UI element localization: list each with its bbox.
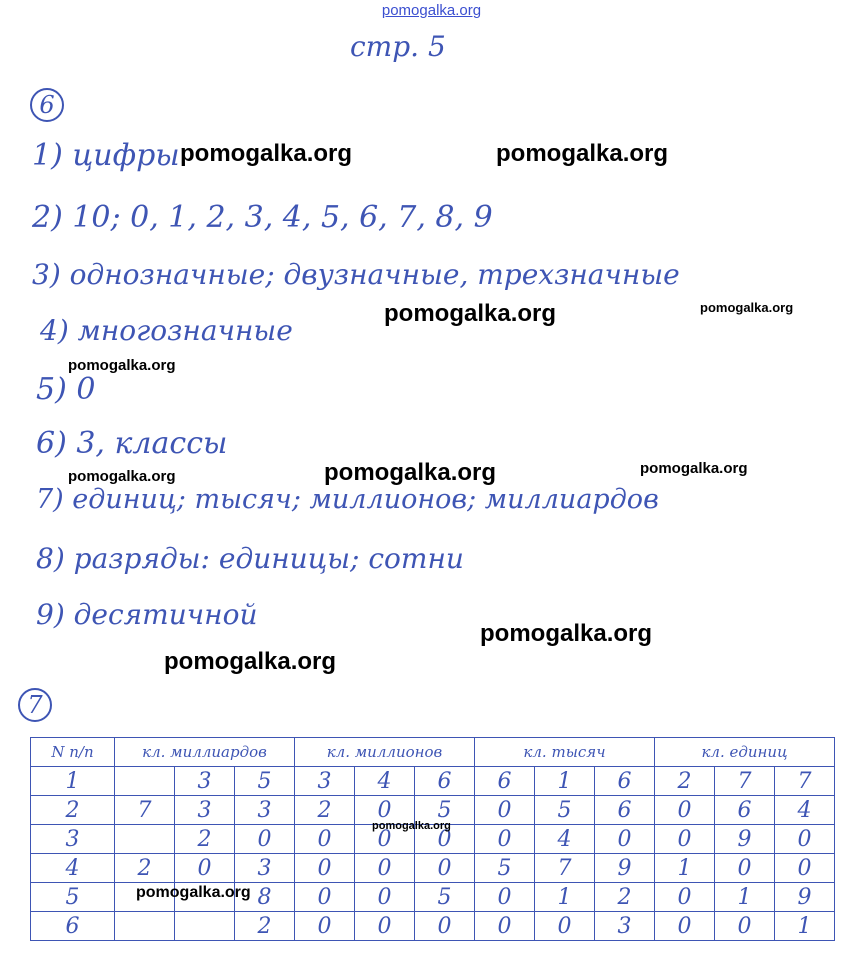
task-7-number: 7 bbox=[18, 688, 52, 722]
answer-line-4: 4) многозначные bbox=[40, 314, 293, 347]
table-cell: 1 bbox=[535, 767, 595, 796]
table-cell: 3 bbox=[235, 796, 295, 825]
table-cell: 0 bbox=[415, 854, 475, 883]
table-cell: 0 bbox=[295, 854, 355, 883]
table-cell: 0 bbox=[535, 912, 595, 941]
table-header-cell: кл. миллиардов bbox=[115, 738, 295, 767]
table-cell: 0 bbox=[595, 825, 655, 854]
table-cell: 0 bbox=[655, 796, 715, 825]
table-cell: 2 bbox=[115, 854, 175, 883]
table-cell: 2 bbox=[31, 796, 115, 825]
table-cell: 9 bbox=[595, 854, 655, 883]
table-cell: 6 bbox=[415, 767, 475, 796]
table-cell: 2 bbox=[175, 825, 235, 854]
table-cell: 6 bbox=[595, 796, 655, 825]
table-cell: 4 bbox=[355, 767, 415, 796]
table-cell: 0 bbox=[235, 825, 295, 854]
table-cell: 5 bbox=[235, 767, 295, 796]
table-row bbox=[31, 912, 835, 941]
table-cell: 0 bbox=[415, 825, 475, 854]
table-cell: 6 bbox=[595, 767, 655, 796]
table-cell: 0 bbox=[355, 796, 415, 825]
table-cell: 5 bbox=[415, 796, 475, 825]
table-cell: 3 bbox=[235, 854, 295, 883]
table-cell: 7 bbox=[775, 767, 835, 796]
table-cell: 0 bbox=[715, 854, 775, 883]
answer-line-1: 1) цифры bbox=[32, 138, 180, 173]
watermark: pomogalka.org bbox=[68, 357, 176, 374]
table-cell: 7 bbox=[115, 796, 175, 825]
table-cell: 0 bbox=[655, 912, 715, 941]
answer-line-8: 8) разряды: единицы; сотни bbox=[36, 542, 464, 575]
table-cell: 0 bbox=[415, 912, 475, 941]
watermark: pomogalka.org bbox=[68, 468, 176, 485]
table-cell: 1 bbox=[715, 883, 775, 912]
watermark: pomogalka.org bbox=[324, 459, 497, 486]
watermark: pomogalka.org bbox=[640, 460, 748, 477]
table-cell: 3 bbox=[175, 796, 235, 825]
answer-line-3: 3) однозначные; двузначные, трехзначные bbox=[32, 258, 680, 291]
table-cell: 0 bbox=[655, 825, 715, 854]
table-cell: 0 bbox=[475, 796, 535, 825]
table-cell: 0 bbox=[475, 825, 535, 854]
table-cell: 2 bbox=[655, 767, 715, 796]
numbers-table bbox=[30, 737, 835, 941]
table-cell: 8 bbox=[235, 883, 295, 912]
watermark: pomogalka.org bbox=[496, 140, 669, 167]
answer-line-6: 6) 3, классы bbox=[36, 426, 228, 461]
table-cell: 1 bbox=[535, 883, 595, 912]
table-cell: 0 bbox=[715, 912, 775, 941]
table-row bbox=[31, 854, 835, 883]
table-cell: 0 bbox=[295, 825, 355, 854]
table-cell: 7 bbox=[535, 854, 595, 883]
table-cell: 0 bbox=[655, 883, 715, 912]
table-cell: 0 bbox=[355, 825, 415, 854]
watermark: pomogalka.org bbox=[164, 648, 337, 675]
table-cell: 2 bbox=[295, 796, 355, 825]
table-cell: 3 bbox=[295, 767, 355, 796]
table-cell: 9 bbox=[715, 825, 775, 854]
table-cell: 0 bbox=[475, 912, 535, 941]
task-6-number: 6 bbox=[30, 88, 64, 122]
page-number: стр. 5 bbox=[350, 30, 446, 63]
watermark: pomogalka.org bbox=[384, 300, 557, 327]
table-cell: 0 bbox=[475, 883, 535, 912]
table-header-row bbox=[31, 738, 835, 767]
site-watermark-top[interactable]: pomogalka.org bbox=[381, 2, 482, 19]
table-cell: 4 bbox=[535, 825, 595, 854]
table-cell: 2 bbox=[235, 912, 295, 941]
answer-line-7: 7) единиц; тысяч; миллионов; миллиардов bbox=[36, 484, 659, 515]
answer-line-5: 5) 0 bbox=[36, 372, 96, 407]
answer-line-2: 2) 10; 0, 1, 2, 3, 4, 5, 6, 7, 8, 9 bbox=[32, 200, 493, 235]
watermark: pomogalka.org bbox=[180, 140, 353, 167]
watermark: pomogalka.org bbox=[372, 820, 451, 832]
table-cell: 5 bbox=[475, 854, 535, 883]
table-cell bbox=[115, 767, 175, 796]
table-cell bbox=[115, 825, 175, 854]
table-cell: 6 bbox=[475, 767, 535, 796]
table-cell: 4 bbox=[775, 796, 835, 825]
table-cell: 3 bbox=[175, 767, 235, 796]
table-cell bbox=[175, 912, 235, 941]
table-cell: 0 bbox=[775, 825, 835, 854]
table-cell: 3 bbox=[31, 825, 115, 854]
table-header-cell: кл. тысяч bbox=[475, 738, 655, 767]
table-cell: 5 bbox=[31, 883, 115, 912]
table-cell: 5 bbox=[415, 883, 475, 912]
table-cell: 0 bbox=[775, 854, 835, 883]
table-row bbox=[31, 767, 835, 796]
table-cell: 7 bbox=[715, 767, 775, 796]
table-cell: 6 bbox=[31, 912, 115, 941]
watermark: pomogalka.org bbox=[480, 620, 653, 647]
table-cell: 0 bbox=[295, 883, 355, 912]
watermark: pomogalka.org bbox=[700, 300, 794, 315]
table-cell bbox=[115, 912, 175, 941]
table-cell: 3 bbox=[595, 912, 655, 941]
watermark: pomogalka.org bbox=[136, 884, 251, 901]
table-cell: 9 bbox=[775, 883, 835, 912]
table-cell: 1 bbox=[655, 854, 715, 883]
table-cell: 6 bbox=[715, 796, 775, 825]
table-cell: 0 bbox=[355, 912, 415, 941]
table-cell: 1 bbox=[775, 912, 835, 941]
table-cell: 0 bbox=[355, 854, 415, 883]
answer-line-9: 9) десятичной bbox=[36, 598, 258, 631]
table-cell: 0 bbox=[175, 854, 235, 883]
table-header-cell: кл. единиц bbox=[655, 738, 835, 767]
table-cell: 5 bbox=[535, 796, 595, 825]
table-header-cell: кл. миллионов bbox=[295, 738, 475, 767]
table-header-cell: N п/п bbox=[31, 738, 115, 767]
table-cell: 1 bbox=[31, 767, 115, 796]
table-cell: 0 bbox=[355, 883, 415, 912]
table-cell: 2 bbox=[595, 883, 655, 912]
table-cell: 0 bbox=[295, 912, 355, 941]
table-cell: 4 bbox=[31, 854, 115, 883]
